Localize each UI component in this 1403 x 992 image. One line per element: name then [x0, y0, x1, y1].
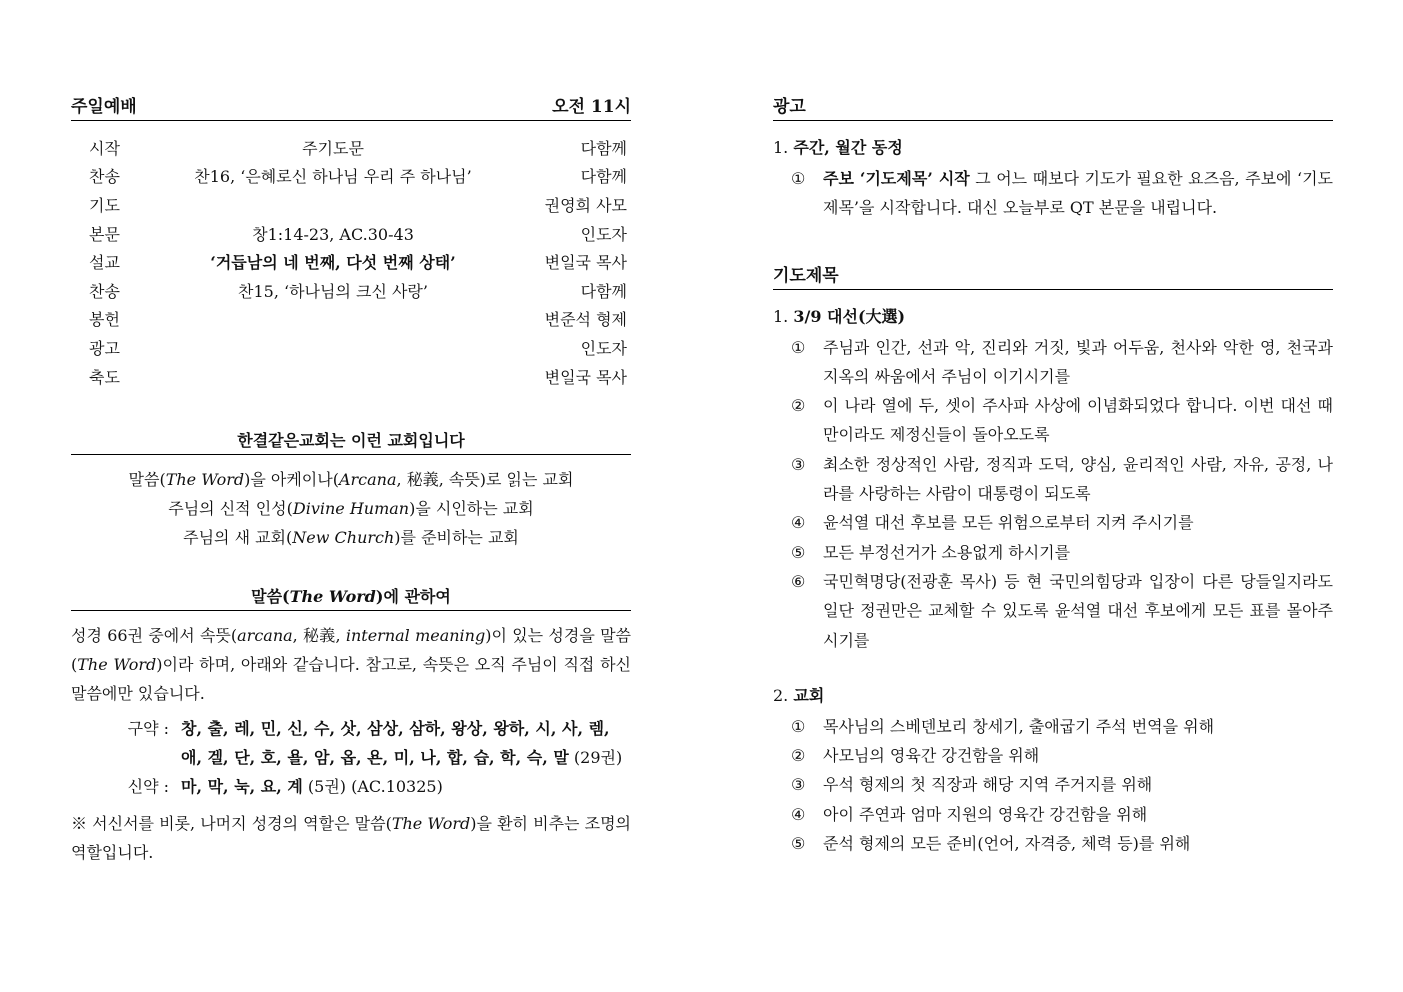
table-row [89, 219, 627, 248]
prayer-subheading: 1. 3/9 대선(大選) [773, 306, 906, 326]
table-row [89, 247, 627, 276]
table-row [89, 162, 627, 191]
list-item: ⑤ 모든 부정선거가 소용없게 하시기를 [791, 542, 1071, 562]
table-row [89, 133, 627, 162]
order-content [149, 190, 517, 219]
books-list [71, 714, 631, 801]
worship-header [71, 92, 631, 121]
order-label: 찬송 [89, 281, 120, 301]
church-line-3: 주님의 새 교회(New Church)를 준비하는 교회 [183, 528, 519, 548]
order-label: 축도 [89, 367, 120, 387]
new-testament-label: 신약 : [127, 777, 169, 797]
list-item: ④ 아이 주연과 엄마 지원의 영육간 강건함을 위해 [791, 804, 1148, 824]
order-content [149, 305, 517, 334]
church-section-title: 한결같은교회는 이런 교회입니다 [71, 428, 631, 455]
list-item: ⑥ 국민혁명당(전광훈 목사) 등 현 국민의힘당과 입장이 다른 당들일지라도 일단 정권만은 교체할 수 있도록 윤석열 대선 후보에게 모든 표를 몰아주시기를 [791, 571, 1333, 650]
list-item: ③ 최소한 정상적인 사람, 정직과 도덕, 양심, 윤리적인 사람, 자유, 공정, 나라를 사랑하는 사람이 대통령이 되도록 [791, 454, 1333, 504]
worship-time: 오전 11시 [552, 97, 631, 117]
order-label: 봉헌 [89, 310, 120, 330]
ads-subheading: 1. 주간, 월간 동정 [773, 138, 903, 157]
ads-list [773, 164, 1333, 223]
worship-order-table [89, 133, 627, 390]
order-person: 변준석 형제 [544, 310, 627, 330]
word-section-title: 말씀(The Word)에 관하여 [71, 584, 631, 611]
order-person: 변일국 목사 [544, 367, 627, 387]
word-note: ※ 서신서를 비롯, 나머지 성경의 역할은 말씀(The Word)을 환히 비추는 조명의 역할입니다. [71, 814, 631, 863]
list-item: ① 주보 ‘기도제목’ 시작 그 어느 때보다 기도가 필요한 요즈음, 주보에 ‘기도제목’을 시작합니다. 대신 오늘부로 QT 본문을 내립니다. [791, 169, 1333, 218]
order-person: 권영희 사모 [544, 195, 627, 215]
order-person: 다함께 [580, 167, 627, 187]
prayer-subheading: 2. 교회 [773, 685, 825, 705]
right-page [773, 0, 1333, 858]
list-item: ② 이 나라 열에 두, 셋이 주사파 사상에 이념화되었다 합니다. 이번 대선 때만이라도 제정신들이 돌아오도록 [791, 396, 1333, 445]
list-item: ① 목사님의 스베덴보리 창세기, 출애굽기 주석 번역을 위해 [791, 716, 1215, 736]
order-content: 찬16, ‘은혜로신 하나님 우리 주 하나님’ [194, 167, 472, 187]
order-content: 주기도문 [302, 138, 364, 158]
order-content [149, 362, 517, 391]
table-row [89, 333, 627, 362]
church-lines [71, 465, 631, 552]
new-testament-books: 마, 막, 눅, 요, 계 [181, 777, 303, 797]
new-testament-row: 신약 : 마, 막, 눅, 요, 계 (5권) (AC.10325) [71, 772, 631, 801]
order-label: 광고 [89, 338, 120, 358]
order-content [149, 333, 517, 362]
left-page [71, 0, 631, 867]
order-label: 본문 [89, 224, 120, 244]
word-paragraph: 성경 66권 중에서 속뜻(arcana, 秘義, internal meaning)이 있는 성경을 말씀(The Word)이라 하며, 아래와 같습니다. 참고로, 속뜻은 오직 주님이 직접 하신 말씀에만 있습니다. [71, 626, 631, 704]
prayer-list [773, 333, 1333, 655]
list-item: ② 사모님의 영육간 강건함을 위해 [791, 746, 1040, 766]
prayer-list [773, 712, 1333, 858]
table-row [89, 362, 627, 391]
old-testament-books: 창, 출, 레, 민, 신, 수, 삿, 삼상, 삼하, 왕상, 왕하, 시, 사, 렘, 애, 겔, 단, 호, 욜, 암, 옵, 욘, 미, 나, 합, 습, 학, 슥, 말 [181, 719, 610, 768]
order-person: 다함께 [580, 281, 627, 301]
prayer-title: 기도제목 [773, 261, 1333, 290]
table-row [89, 276, 627, 305]
table-row [89, 305, 627, 334]
church-line-2: 주님의 신적 인성(Divine Human)을 시인하는 교회 [168, 499, 534, 519]
old-testament-label: 구약 : [127, 719, 169, 739]
table-row [89, 190, 627, 219]
order-person: 변일국 목사 [544, 253, 627, 273]
list-item: ⑤ 준석 형제의 모든 준비(언어, 자격증, 체력 등)를 위해 [791, 834, 1191, 854]
order-person: 인도자 [580, 338, 627, 358]
order-person: 인도자 [580, 224, 627, 244]
old-testament-row: 구약 : 창, 출, 레, 민, 신, 수, 삿, 삼상, 삼하, 왕상, 왕하, 시, 사, 렘, 애, 겔, 단, 호, 욜, 암, 옵, 욘, 미, 나, 합, 습, 학, 슥, 말 (29권) [71, 714, 631, 772]
church-line-1: 말씀(The Word)을 아케이나(Arcana, 秘義, 속뜻)로 읽는 교회 [128, 470, 574, 490]
order-label: 시작 [89, 138, 120, 158]
order-content: ‘거듭남의 네 번째, 다섯 번째 상태’ [210, 253, 456, 273]
ads-title: 광고 [773, 92, 1333, 121]
worship-title: 주일예배 [71, 97, 137, 117]
order-content: 찬15, ‘하나님의 크신 사랑’ [238, 281, 428, 301]
list-item: ① 주님과 인간, 선과 악, 진리와 거짓, 빛과 어두움, 천사와 악한 영, 천국과 지옥의 싸움에서 주님이 이기시기를 [791, 337, 1333, 386]
order-label: 찬송 [89, 167, 120, 187]
list-item: ④ 윤석열 대선 후보를 모든 위험으로부터 지켜 주시기를 [791, 513, 1194, 533]
list-item: ③ 우석 형제의 첫 직장과 해당 지역 주거지를 위해 [791, 775, 1153, 795]
order-person: 다함께 [580, 138, 627, 158]
order-content: 창1:14-23, AC.30-43 [252, 224, 414, 244]
order-label: 설교 [89, 253, 120, 273]
prayer-sections [773, 304, 1333, 859]
order-label: 기도 [89, 195, 120, 215]
